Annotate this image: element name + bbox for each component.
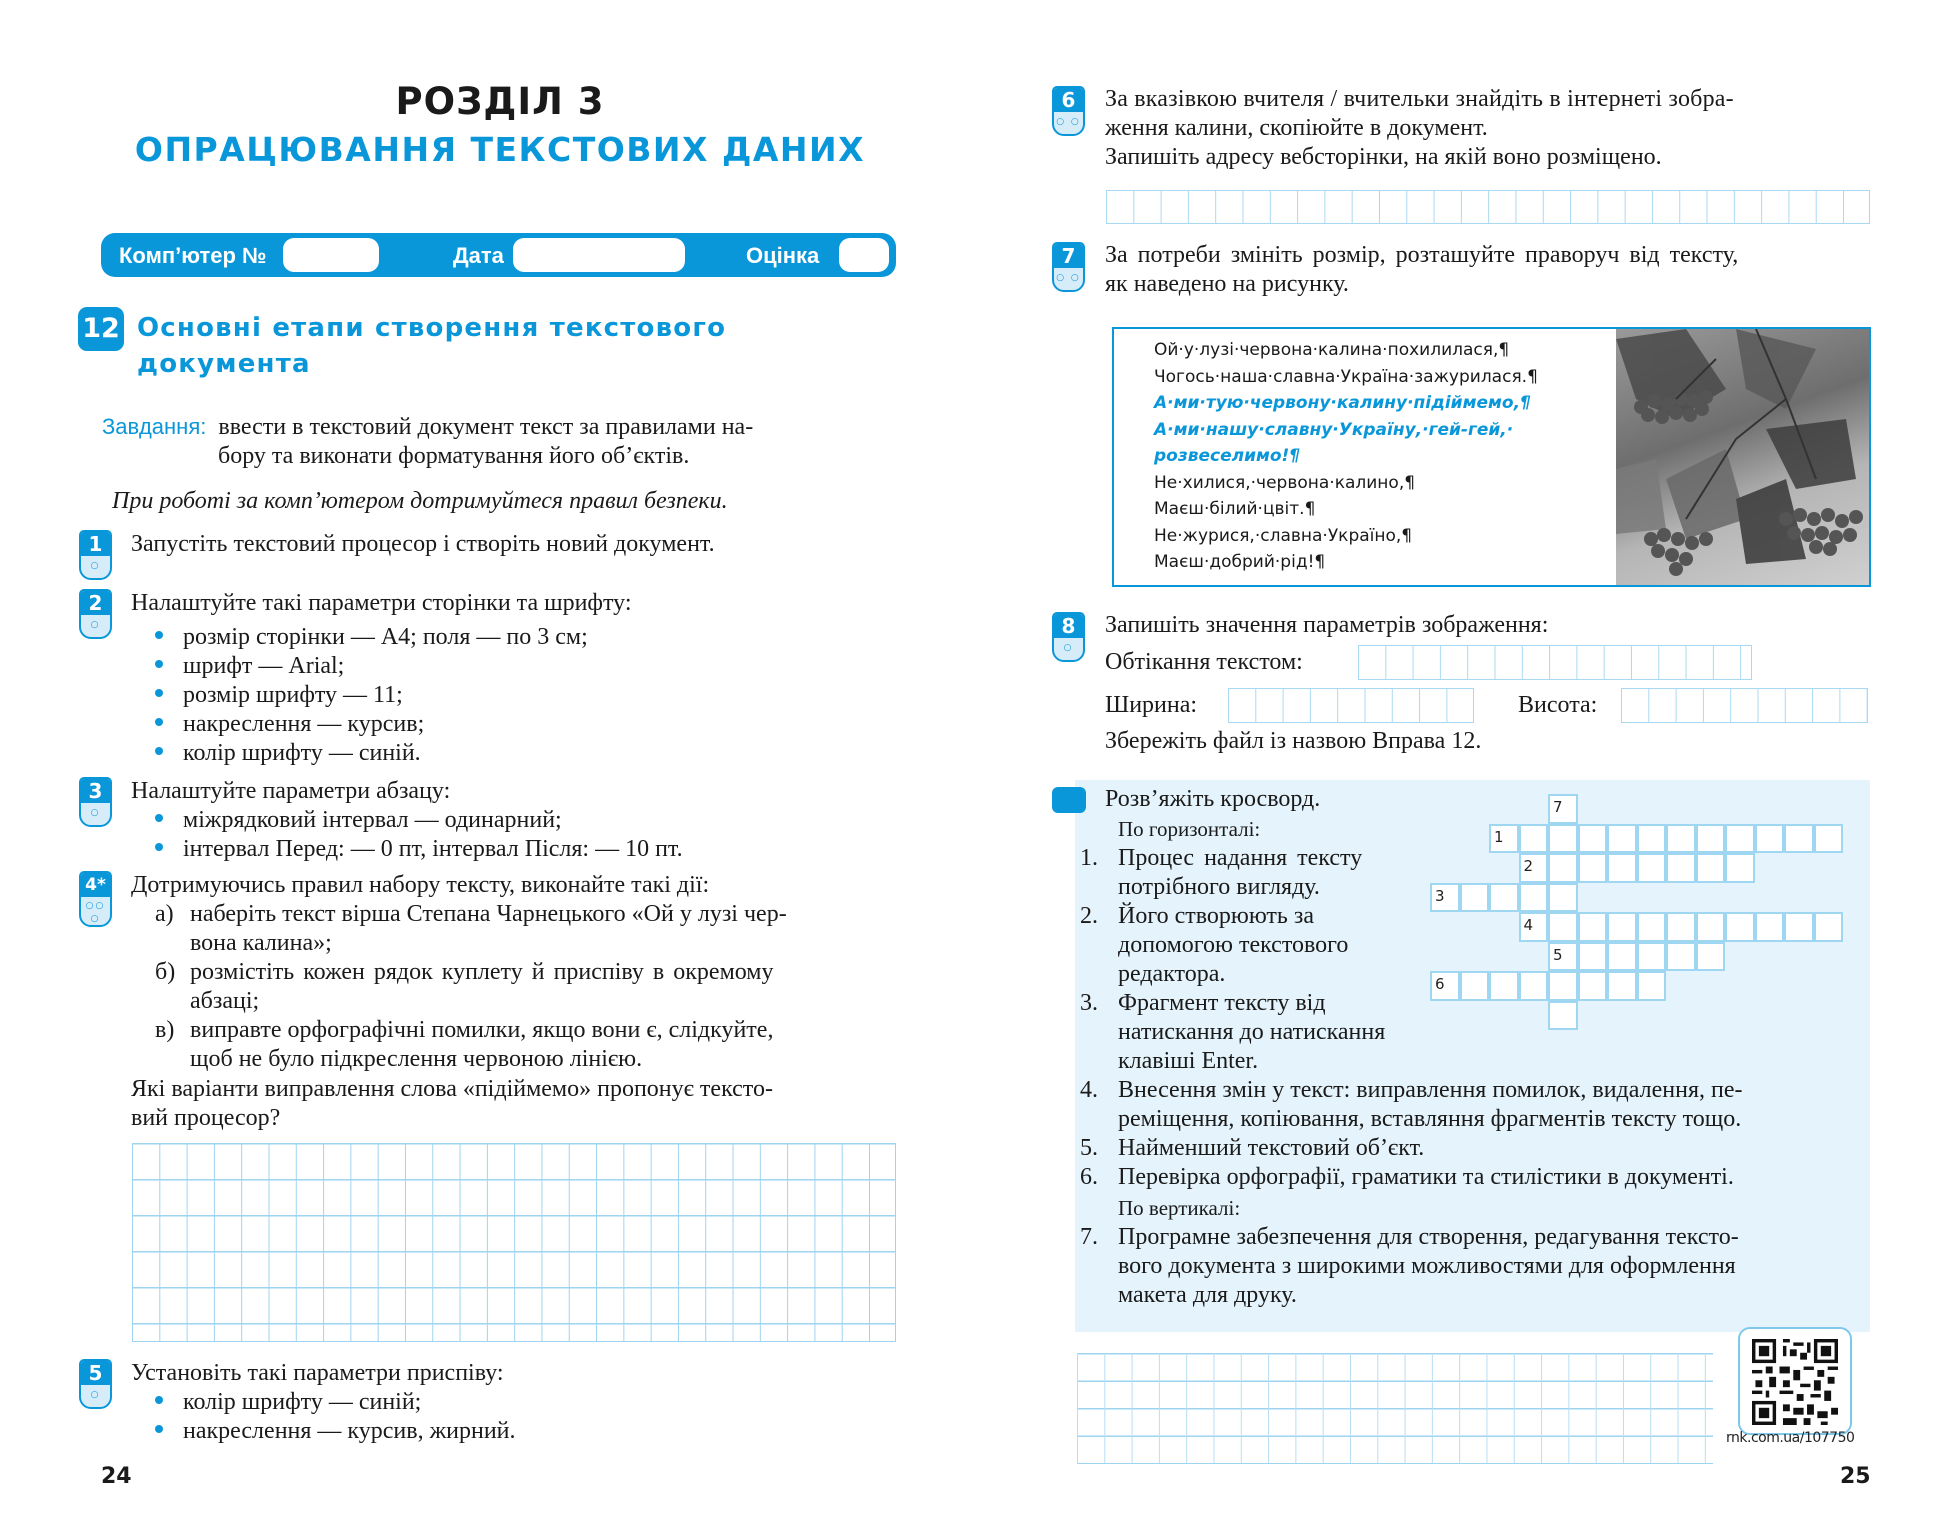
crossword-cell[interactable] <box>1460 883 1490 913</box>
crossword-cell[interactable] <box>1666 942 1696 972</box>
answer-grid-exercise-4[interactable] <box>132 1143 896 1342</box>
crossword-clue-number: 7 <box>1553 798 1563 816</box>
clue-3 <box>1080 989 1385 1018</box>
crossword-cell[interactable] <box>1637 942 1667 972</box>
text-line: За потреби змініть розмір, розташуйте праворуч від тексту, <box>1105 242 1739 268</box>
exercise-7-text <box>1105 241 1738 299</box>
poem-line: Не·журися,·славна·Україно,¶ <box>1154 525 1413 546</box>
clue-text: Перевірка орфографії, граматики та стилістики в документі. <box>1118 1164 1734 1190</box>
crossword-cell[interactable] <box>1489 883 1519 913</box>
safety-note: При роботі за комп’ютером дотримуйтеся правил безпеки. <box>112 488 728 514</box>
viburnum-illustration-icon <box>1616 329 1869 585</box>
bullet-text: колір шрифту — синій. <box>183 740 421 766</box>
crossword-cell[interactable] <box>1548 853 1578 883</box>
crossword-cell[interactable] <box>1430 971 1460 1001</box>
crossword-cell[interactable] <box>1607 942 1637 972</box>
poem-line-highlighted: А·ми·нашу·славну·Україну,·гей-гей,· <box>1154 419 1514 440</box>
crossword-cell[interactable] <box>1607 912 1637 942</box>
crossword-cell[interactable] <box>1578 824 1608 854</box>
exercise-badge-8 <box>1052 612 1085 662</box>
crossword-clue-number: 5 <box>1553 945 1563 964</box>
task-statement <box>102 412 753 442</box>
poem-line-highlighted: розвеселимо!¶ <box>1154 446 1301 466</box>
crossword-cell[interactable] <box>1666 853 1696 883</box>
qr-url[interactable]: rnk.com.ua/107750 <box>1726 1430 1855 1446</box>
clue-4 <box>1080 1076 1742 1105</box>
difficulty-dots-icon: ○ <box>90 561 101 571</box>
item-marker: в) <box>155 1017 175 1043</box>
computer-label: Комп’ютер № <box>119 243 267 268</box>
clue-6 <box>1080 1163 1742 1192</box>
bullet-icon <box>155 718 163 726</box>
clue-text: реміщення, копіювання, вставляння фрагментів тексту тощо. <box>1118 1106 1742 1132</box>
bullet-item <box>155 710 588 739</box>
item-text: розмістіть кожен рядок куплету й приспіву в окремому <box>190 959 774 985</box>
sub-item-a-cont: вона калина»; <box>190 930 332 956</box>
difficulty-dots-icon: ○ <box>90 808 101 818</box>
bullet-item <box>155 835 683 864</box>
item-marker: б) <box>155 959 176 985</box>
crossword-cell[interactable] <box>1578 971 1608 1001</box>
clues-down <box>1080 1223 1739 1310</box>
bullet-item <box>155 1388 516 1417</box>
bullet-icon <box>155 843 163 851</box>
bullet-item <box>155 681 588 710</box>
crossword-icon <box>1052 787 1086 813</box>
bullet-text: розмір шрифту — 11; <box>183 682 403 708</box>
clue-text: редактора. <box>1118 961 1226 987</box>
page-number-right: 25 <box>1840 1464 1871 1489</box>
crossword-grid <box>1431 795 1851 1035</box>
clue-number: 1. <box>1080 845 1098 871</box>
crossword-cell[interactable] <box>1519 971 1549 1001</box>
clue-text: клавіші Enter. <box>1118 1048 1259 1074</box>
clue-1 <box>1080 844 1385 873</box>
clue-text: Його створюють за <box>1118 903 1314 929</box>
crossword-cell[interactable] <box>1814 824 1844 854</box>
crossword-cell[interactable] <box>1784 912 1814 942</box>
crossword-cell[interactable] <box>1578 942 1608 972</box>
height-label: Висота: <box>1518 692 1598 718</box>
bullet-item <box>155 1417 516 1446</box>
exercise-8-text: Запишіть значення параметрів зображення: <box>1105 612 1549 638</box>
exercise-1-text: Запустіть текстовий процесор і створіть новий документ. <box>131 531 715 557</box>
exercise-number: 6 <box>1054 88 1083 112</box>
crossword-cell[interactable] <box>1755 912 1785 942</box>
crossword-cell[interactable] <box>1548 942 1578 972</box>
crossword-cell[interactable] <box>1637 853 1667 883</box>
crossword-title: Розв’яжіть кросворд. <box>1105 786 1321 812</box>
sub-item-a <box>155 900 787 929</box>
crossword-cell[interactable] <box>1578 912 1608 942</box>
clue-text: Внесення змін у текст: виправлення помилок, видалення, пе- <box>1118 1077 1743 1103</box>
chapter-heading: РОЗДІЛ 3 <box>395 80 605 123</box>
crossword-cell[interactable] <box>1696 853 1726 883</box>
crossword-cell[interactable] <box>1814 912 1844 942</box>
crossword-cell[interactable] <box>1519 853 1549 883</box>
exercise-2-text: Налаштуйте такі параметри сторінки та шрифту: <box>131 590 632 616</box>
exercise-badge-5 <box>79 1359 112 1409</box>
clue-text: натискання до натискання <box>1118 1019 1386 1045</box>
crossword-clue-number: 1 <box>1494 827 1504 846</box>
clue-number: 2. <box>1080 903 1098 929</box>
crossword-cell[interactable] <box>1489 971 1519 1001</box>
exercise-badge-4 <box>79 871 112 927</box>
exercise-badge-1 <box>79 530 112 580</box>
crossword-cell[interactable] <box>1548 794 1578 824</box>
crossword-cell[interactable] <box>1696 824 1726 854</box>
bullet-text: накреслення — курсив, жирний. <box>183 1418 516 1444</box>
item-text: наберіть текст вірша Степана Чарнецького «Ой у лузі чер- <box>190 901 787 927</box>
poem-figure <box>1112 327 1871 587</box>
clue-text: макета для друку. <box>1118 1282 1297 1308</box>
item-text: виправте орфографічні помилки, якщо вони є, слідкуйте, <box>190 1017 774 1043</box>
crossword-cell[interactable] <box>1725 853 1755 883</box>
clues-across-long <box>1080 1076 1742 1192</box>
difficulty-dots-icon: ○ <box>90 620 101 630</box>
width-label: Ширина: <box>1105 692 1198 718</box>
exercise-number: 5 <box>81 1361 110 1385</box>
bullet-text: міжрядковий інтервал — одинарний; <box>183 807 562 833</box>
clue-text: Процес надання тексту <box>1118 845 1363 871</box>
poem-line: Чогось·наша·славна·Україна·зажурилася.¶ <box>1154 366 1538 387</box>
bullet-item <box>155 806 683 835</box>
poem-line: Маєш·білий·цвіт.¶ <box>1154 499 1316 519</box>
clue-text: потрібного вигляду. <box>1118 874 1320 900</box>
exercise-4-question <box>131 1075 773 1133</box>
date-field[interactable] <box>513 238 685 272</box>
bullet-text: шрифт — Arial; <box>183 653 345 679</box>
sub-item-b <box>155 958 787 987</box>
bullet-icon <box>155 814 163 822</box>
exercise-4-items <box>155 900 787 1074</box>
text-line: Запишіть адресу вебсторінки, на якій воно розміщено. <box>1105 144 1662 170</box>
wrap-value-field[interactable] <box>1358 645 1752 680</box>
exercise-badge-2 <box>79 589 112 639</box>
text-line: За вказівкою вчителя / вчительки знайдіть в інтернеті зобра- <box>1105 86 1734 112</box>
exercise-2-bullets <box>155 623 588 768</box>
clue-5 <box>1080 1134 1742 1163</box>
exercise-5-text: Установіть такі параметри приспіву: <box>131 1360 504 1386</box>
clue-text: вого документа з широкими можливостями для оформлення <box>1118 1253 1736 1279</box>
crossword-cell[interactable] <box>1548 971 1578 1001</box>
clues-across-short <box>1080 844 1385 1076</box>
task-label: Завдання: <box>102 414 207 439</box>
crossword-clue-number: 4 <box>1523 916 1534 934</box>
bullet-icon <box>155 1396 163 1404</box>
lesson-title-line2: документа <box>137 349 311 379</box>
clue-number: 3. <box>1080 990 1098 1016</box>
viburnum-photo <box>1616 329 1869 585</box>
clue-number: 5. <box>1080 1135 1098 1161</box>
crossword-clue-number: 3 <box>1435 886 1445 905</box>
difficulty-dots-icon: ○ ○ <box>1056 117 1081 127</box>
crossword-cell[interactable] <box>1607 971 1637 1001</box>
crossword-cell[interactable] <box>1460 971 1490 1001</box>
save-note: Збережіть файл із назвою Вправа 12. <box>1105 728 1482 754</box>
page-number-left: 24 <box>101 1464 132 1489</box>
poem-text <box>1154 337 1538 576</box>
difficulty-dots-icon: ○○ ○ <box>85 901 106 924</box>
crossword-cell[interactable] <box>1519 883 1549 913</box>
exercise-3-text: Налаштуйте параметри абзацу: <box>131 778 451 804</box>
question-line2: вий процесор? <box>131 1105 281 1131</box>
exercise-badge-3 <box>79 777 112 827</box>
sub-item-c-cont: щоб не було підкреслення червоною лінією. <box>190 1046 643 1072</box>
crossword-cell[interactable] <box>1548 824 1578 854</box>
poem-line: Ой·у·лузі·червона·калина·похилилася,¶ <box>1154 340 1510 360</box>
crossword-cell[interactable] <box>1519 824 1549 854</box>
exercise-number: 8 <box>1054 614 1083 638</box>
exercise-3-bullets <box>155 806 683 864</box>
crossword-cell[interactable] <box>1637 971 1667 1001</box>
notes-grid[interactable] <box>1077 1353 1713 1464</box>
crossword-cell[interactable] <box>1637 912 1667 942</box>
text-line: ження калини, скопіюйте в документ. <box>1105 115 1488 141</box>
clue-text: Фрагмент тексту від <box>1118 990 1326 1016</box>
date-label: Дата <box>453 243 504 268</box>
bullet-icon <box>155 631 163 639</box>
crossword-cell[interactable] <box>1519 912 1549 942</box>
clue-text: Найменший текстовий об’єкт. <box>1118 1135 1425 1161</box>
clue-number: 7. <box>1080 1224 1098 1250</box>
bullet-icon <box>155 689 163 697</box>
across-label: По горизонталі: <box>1118 817 1261 841</box>
bullet-icon <box>155 747 163 755</box>
crossword-cell[interactable] <box>1666 824 1696 854</box>
bullet-item <box>155 739 588 768</box>
qr-code-frame[interactable] <box>1738 1327 1852 1435</box>
grade-field[interactable] <box>839 238 889 272</box>
exercise-4-text: Дотримуючись правил набору тексту, виконайте такі дії: <box>131 872 710 898</box>
difficulty-dots-icon: ○ <box>90 1390 101 1400</box>
crossword-cell[interactable] <box>1548 912 1578 942</box>
poem-line: Маєш·добрий·рід!¶ <box>1154 552 1326 572</box>
header-bar <box>101 233 896 277</box>
item-marker: а) <box>155 901 174 927</box>
bullet-text: накреслення — курсив; <box>183 711 425 737</box>
poem-line: Не·хилися,·червона·калино,¶ <box>1154 472 1416 493</box>
answer-field-web-address[interactable] <box>1106 190 1870 224</box>
clue-7 <box>1080 1223 1739 1252</box>
task-line1: ввести в текстовий документ текст за правилами на- <box>218 414 754 440</box>
height-value-field[interactable] <box>1621 688 1868 723</box>
lesson-title-line1: Основні етапи створення текстового <box>137 313 727 343</box>
crossword-clue-number: 6 <box>1435 975 1445 993</box>
exercise-number: 4* <box>81 873 110 897</box>
crossword-cell[interactable] <box>1696 942 1726 972</box>
clue-number: 4. <box>1080 1077 1098 1103</box>
exercise-6-text <box>1105 85 1734 172</box>
crossword-cell[interactable] <box>1784 824 1814 854</box>
bullet-text: розмір сторінки — А4; поля — по 3 см; <box>183 624 588 650</box>
crossword-cell[interactable] <box>1725 912 1755 942</box>
grade-label: Оцінка <box>746 243 820 268</box>
clue-text: допомогою текстового <box>1118 932 1349 958</box>
bullet-item <box>155 652 588 681</box>
sub-item-c <box>155 1016 787 1045</box>
exercise-number: 7 <box>1054 244 1083 268</box>
clue-2 <box>1080 902 1385 931</box>
difficulty-dots-icon: ○ ○ <box>1056 273 1081 283</box>
bullet-icon <box>155 1425 163 1433</box>
exercise-5-bullets <box>155 1388 516 1446</box>
exercise-number: 3 <box>81 779 110 803</box>
crossword-cell[interactable] <box>1607 853 1637 883</box>
clue-number: 6. <box>1080 1164 1098 1190</box>
down-label: По вертикалі: <box>1118 1196 1241 1220</box>
exercise-badge-7 <box>1052 242 1085 292</box>
task-line2: бору та виконати форматування його об’єктів. <box>218 443 690 469</box>
question-line1: Які варіанти виправлення слова «підіймемо» пропонує тексто- <box>131 1076 773 1102</box>
bullet-item <box>155 623 588 652</box>
exercise-number: 2 <box>81 591 110 615</box>
crossword-cell[interactable] <box>1755 824 1785 854</box>
crossword-cell[interactable] <box>1607 824 1637 854</box>
crossword-cell[interactable] <box>1548 1001 1578 1031</box>
lesson-number-badge: 12 <box>78 307 124 351</box>
crossword-cell[interactable] <box>1578 853 1608 883</box>
bullet-text: колір шрифту — синій; <box>183 1389 422 1415</box>
wrap-label: Обтікання текстом: <box>1105 649 1303 675</box>
text-line: як наведено на рисунку. <box>1105 271 1349 297</box>
bullet-text: інтервал Перед: — 0 пт, інтервал Після: — 10 пт. <box>183 836 683 862</box>
crossword-cell[interactable] <box>1489 824 1519 854</box>
crossword-cell[interactable] <box>1637 824 1667 854</box>
crossword-cell[interactable] <box>1548 883 1578 913</box>
lesson-title <box>137 310 726 382</box>
chapter-title: ОПРАЦЮВАННЯ ТЕКСТОВИХ ДАНИХ <box>134 130 866 169</box>
exercise-badge-6 <box>1052 86 1085 136</box>
crossword-cell[interactable] <box>1666 912 1696 942</box>
qr-code-icon <box>1752 1339 1838 1425</box>
computer-number-field[interactable] <box>283 238 379 272</box>
difficulty-dots-icon: ○ <box>1063 643 1074 653</box>
exercise-number: 1 <box>81 532 110 556</box>
crossword-cell[interactable] <box>1696 912 1726 942</box>
crossword-clue-number: 2 <box>1523 857 1534 875</box>
sub-item-b-cont: абзаці; <box>190 988 260 1014</box>
width-value-field[interactable] <box>1228 688 1474 723</box>
poem-line-highlighted: А·ми·тую·червону·калину·підіймемо,¶ <box>1154 393 1531 413</box>
clue-text: Програмне забезпечення для створення, редагування тексто- <box>1118 1224 1739 1250</box>
bullet-icon <box>155 660 163 668</box>
crossword-cell[interactable] <box>1725 824 1755 854</box>
crossword-cell[interactable] <box>1430 883 1460 913</box>
